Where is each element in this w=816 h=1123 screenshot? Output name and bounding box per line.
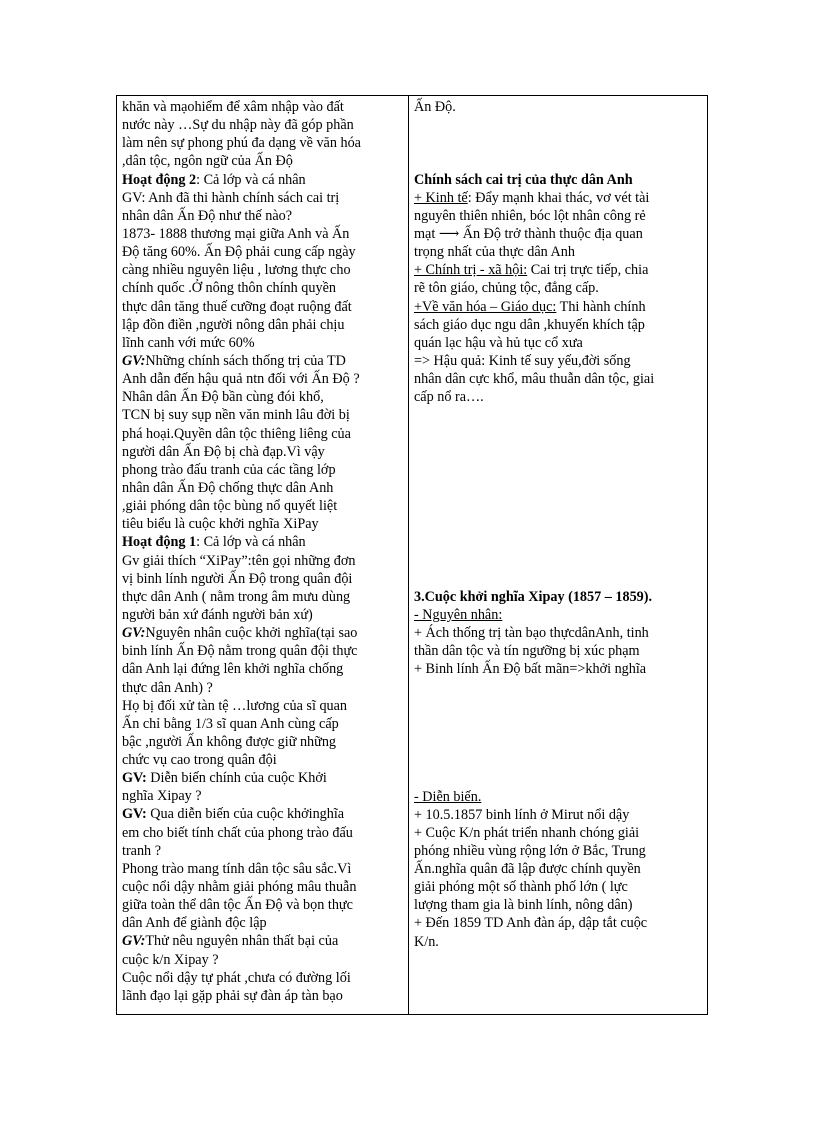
body-text: TCN bị suy sụp nền văn minh lâu đời bị xyxy=(122,407,350,424)
emphasis-text: Chính sách cai trị của thực dân Anh xyxy=(414,171,633,188)
body-text: lãnh đạo lại gặp phải sự đàn áp tàn bạo xyxy=(122,987,343,1004)
text-line xyxy=(414,860,704,878)
text-line xyxy=(122,207,404,225)
text-line xyxy=(122,406,404,424)
text-line xyxy=(414,878,704,896)
body-text: + Ách thống trị tàn bạo thựcdânAnh, tinh xyxy=(414,625,649,642)
body-text: quán lạc hậu và hủ tục cổ xưa xyxy=(414,334,583,351)
text-line xyxy=(414,933,704,951)
text-line xyxy=(414,98,704,116)
body-text: nước này …Sự du nhập này đã góp phần xyxy=(122,117,354,134)
body-text: rẽ tôn giáo, chủng tộc, đẳng cấp. xyxy=(414,280,599,297)
body-text: thần dân tộc và tín ngưỡng bị xúc phạm xyxy=(414,643,640,660)
body-text: Ấn Độ. xyxy=(414,99,456,115)
body-text: mạt ⟶ Ấn Độ trở thành thuộc địa quan xyxy=(414,226,643,242)
lesson-table xyxy=(116,95,708,1015)
body-text: + 10.5.1857 binh lính ở Mirut nổi dậy xyxy=(414,806,630,823)
text-line xyxy=(414,207,704,225)
text-line xyxy=(122,225,404,243)
body-text: phong trào đấu tranh của các tầng lớp xyxy=(122,461,336,478)
emphasis-text: + Kinh tế xyxy=(414,189,468,206)
body-text: làm nên sự phong phú đa dạng về văn hóa xyxy=(122,135,361,152)
text-line xyxy=(122,914,404,932)
body-text: binh lính Ấn Độ nằm trong quân đội thực xyxy=(122,643,358,660)
body-text: Ấn.nghĩa quân đã lập được chính quyền xyxy=(414,861,641,878)
emphasis-text: GV: xyxy=(122,352,146,369)
text-line xyxy=(122,552,404,570)
text-line xyxy=(414,788,704,806)
text-line xyxy=(122,951,404,969)
body-text: dân Anh để giành độc lập xyxy=(122,915,267,932)
body-text: K/n. xyxy=(414,933,439,950)
text-line xyxy=(122,425,404,443)
body-text: Cai trị trực tiếp, chia xyxy=(527,262,649,279)
body-text: Độ tăng 60%. Ấn Độ phải cung cấp ngày xyxy=(122,244,356,261)
text-line xyxy=(414,806,704,824)
body-text: thực dân Anh ( nằm trong âm mưu dùng xyxy=(122,588,351,605)
emphasis-text: GV: xyxy=(122,625,146,642)
text-line xyxy=(122,479,404,497)
body-text: vị binh lính người Ấn Độ trong quân đội xyxy=(122,570,353,587)
body-text: trọng nhất của thực dân Anh xyxy=(414,244,575,261)
text-line xyxy=(122,842,404,860)
body-text: thực dân tăng thuế cưỡng đoạt ruộng đất xyxy=(122,298,352,315)
text-line xyxy=(122,261,404,279)
body-text: lĩnh canh với mức 60% xyxy=(122,334,255,351)
body-text: nhân dân Ấn Độ như thế nào? xyxy=(122,207,293,224)
body-text: Ấn chỉ bằng 1/3 sĩ quan Anh cùng cấp xyxy=(122,715,339,732)
body-text: phá hoại.Quyền dân tộc thiêng liêng của xyxy=(122,425,351,442)
text-line xyxy=(414,189,704,207)
body-text: lập đồn điền ,người nông dân phải chịu xyxy=(122,316,345,333)
body-text: nguyên thiên nhiên, bóc lột nhân công rẻ xyxy=(414,207,646,224)
emphasis-text: GV: xyxy=(122,933,146,950)
text-line xyxy=(414,334,704,352)
body-text: : Cả lớp và cá nhân xyxy=(196,171,306,188)
text-line xyxy=(414,298,704,316)
text-line xyxy=(122,515,404,533)
emphasis-text: Hoạt động 2 xyxy=(122,171,197,188)
emphasis-text: Hoạt động 1 xyxy=(122,534,197,551)
text-line xyxy=(122,570,404,588)
text-line xyxy=(122,715,404,733)
text-line xyxy=(414,660,704,678)
text-line xyxy=(414,279,704,297)
text-line xyxy=(122,969,404,987)
emphasis-text: GV: xyxy=(122,770,147,787)
body-text: tiêu biểu là cuộc khởi nghĩa XiPay xyxy=(122,516,319,533)
emphasis-text: - Diễn biến. xyxy=(414,788,482,805)
body-text: Qua diễn biến của cuộc khởinghĩa xyxy=(146,806,345,823)
body-text: phóng nhiều vùng rộng lớn ở Bắc, Trung xyxy=(414,842,646,859)
body-text: thực dân Anh) ? xyxy=(122,679,213,696)
body-text: Thử nêu nguyên nhân thất bại của xyxy=(145,933,339,950)
body-text: cuộc k/n Xipay ? xyxy=(122,951,219,968)
body-text: 1873- 1888 thương mại giữa Anh và Ấn xyxy=(122,225,350,242)
text-line xyxy=(414,171,704,189)
text-line xyxy=(122,679,404,697)
text-line xyxy=(122,805,404,823)
text-line xyxy=(414,824,704,842)
emphasis-text: 3.Cuộc khởi nghĩa Xipay (1857 – 1859). xyxy=(414,588,653,605)
teacher-student-activities-column xyxy=(122,98,404,1005)
body-text: Cuộc nổi dậy tự phát ,chưa có đường lối xyxy=(122,969,351,986)
body-text: nhân dân cực khổ, mâu thuẫn dân tộc, giai xyxy=(414,371,655,388)
text-line xyxy=(122,751,404,769)
text-line xyxy=(122,443,404,461)
body-text: Nhân dân Ấn Độ bần cùng đói khổ, xyxy=(122,389,324,406)
text-line xyxy=(414,642,704,660)
text-line xyxy=(122,787,404,805)
body-text: khăn và mạohiểm để xâm nhập vào đất xyxy=(122,99,344,115)
text-line xyxy=(122,461,404,479)
text-line xyxy=(122,642,404,660)
body-text: Họ bị đối xử tàn tệ …lương của sĩ quan xyxy=(122,697,348,714)
body-text: nhân dân Ấn Độ chống thực dân Anh xyxy=(122,479,334,496)
body-text: giữa toàn thể dân tộc Ấn Độ và bọn thực xyxy=(122,897,353,914)
emphasis-text: GV: xyxy=(122,806,147,823)
blank-space xyxy=(414,406,704,588)
body-text: Anh dẫn đến hậu quả ntn đối với Ấn Độ ? xyxy=(122,371,360,388)
text-line xyxy=(122,189,404,207)
body-text: => Hậu quả: Kinh tế suy yếu,đời sống xyxy=(414,352,631,369)
body-text: Nguyên nhân cuộc khởi nghĩa(tại sao xyxy=(145,625,358,642)
text-line xyxy=(122,769,404,787)
body-text: em cho biết tính chất của phong trào đấu xyxy=(122,824,353,841)
body-text: giải phóng một số thành phố lớn ( lực xyxy=(414,879,628,896)
blank-space xyxy=(414,116,704,170)
body-text: Thi hành chính xyxy=(556,298,646,315)
text-line xyxy=(122,624,404,642)
body-text: bậc ,người Ấn không được giữ những xyxy=(122,733,337,750)
body-text: tranh ? xyxy=(122,842,161,859)
text-line xyxy=(414,896,704,914)
text-line xyxy=(122,660,404,678)
body-text: Những chính sách thống trị của TD xyxy=(145,352,346,369)
text-line xyxy=(414,261,704,279)
text-line xyxy=(122,878,404,896)
body-text: + Đến 1859 TD Anh đàn áp, dập tắt cuộc xyxy=(414,915,648,932)
body-text: lượng tham gia là binh lính, nông dân) xyxy=(414,897,633,914)
body-text: người bản xứ đánh người bản xứ) xyxy=(122,606,313,623)
text-line xyxy=(414,225,704,243)
body-text: cấp nổ ra…. xyxy=(414,389,484,406)
text-line xyxy=(122,298,404,316)
body-text: Gv giải thích “XiPay”:tên gọi những đơn xyxy=(122,552,356,569)
text-line xyxy=(122,697,404,715)
body-text: người dân Ấn Độ bị chà đạp.Vì vậy xyxy=(122,443,325,460)
emphasis-text: +Về văn hóa – Giáo dục: xyxy=(414,298,557,315)
text-line xyxy=(122,152,404,170)
body-text: nghĩa Xipay ? xyxy=(122,788,202,805)
text-line xyxy=(414,606,704,624)
body-text: : Cả lớp và cá nhân xyxy=(196,534,306,551)
text-line xyxy=(122,243,404,261)
body-text: ,giải phóng dân tộc bùng nổ quyết liệt xyxy=(122,498,338,515)
text-line xyxy=(122,352,404,370)
text-line xyxy=(414,388,704,406)
emphasis-text: + Chính trị - xã hội: xyxy=(414,262,528,279)
lesson-content-column xyxy=(414,98,704,951)
text-line xyxy=(414,842,704,860)
blank-space xyxy=(414,679,704,788)
text-line xyxy=(122,388,404,406)
body-text: chức vụ cao trong quân đội xyxy=(122,752,277,769)
text-line xyxy=(414,243,704,261)
text-line xyxy=(414,370,704,388)
text-line xyxy=(122,98,404,116)
text-line xyxy=(414,316,704,334)
body-text: cuộc nổi dậy nhằm giải phóng mâu thuẫn xyxy=(122,879,357,896)
text-line xyxy=(122,588,404,606)
text-line xyxy=(122,370,404,388)
text-line xyxy=(122,334,404,352)
text-line xyxy=(122,896,404,914)
body-text: Diễn biến chính của cuộc Khởi xyxy=(146,770,327,787)
body-text: ,dân tộc, ngôn ngữ của Ấn Độ xyxy=(122,153,293,170)
text-line xyxy=(122,824,404,842)
text-line xyxy=(122,116,404,134)
text-line xyxy=(414,352,704,370)
text-line xyxy=(122,279,404,297)
text-line xyxy=(122,987,404,1005)
text-line xyxy=(122,533,404,551)
text-line xyxy=(122,606,404,624)
text-line xyxy=(122,860,404,878)
emphasis-text: - Nguyên nhân: xyxy=(414,607,503,624)
column-divider xyxy=(408,96,409,1014)
body-text: Phong trào mang tính dân tộc sâu sắc.Vì xyxy=(122,860,352,877)
text-line xyxy=(122,497,404,515)
body-text: GV: Anh đã thi hành chính sách cai trị xyxy=(122,189,340,206)
body-text: sách giáo dục ngu dân ,khuyến khích tập xyxy=(414,316,645,333)
body-text: càng nhiều nguyên liệu , lương thực cho xyxy=(122,262,351,279)
text-line xyxy=(122,134,404,152)
body-text: + Binh lính Ấn Độ bất mãn=>khởi nghĩa xyxy=(414,661,647,678)
text-line xyxy=(414,588,704,606)
body-text: + Cuộc K/n phát triển nhanh chóng giải xyxy=(414,824,640,841)
text-line xyxy=(414,914,704,932)
text-line xyxy=(122,316,404,334)
body-text: dân Anh lại đứng lên khởi nghĩa chống xyxy=(122,661,344,678)
body-text: chính quốc .Ở nông thôn chính quyền xyxy=(122,280,336,297)
text-line xyxy=(122,733,404,751)
text-line xyxy=(122,171,404,189)
body-text: : Đẩy mạnh khai thác, vơ vét tài xyxy=(467,189,650,206)
text-line xyxy=(122,932,404,950)
text-line xyxy=(414,624,704,642)
